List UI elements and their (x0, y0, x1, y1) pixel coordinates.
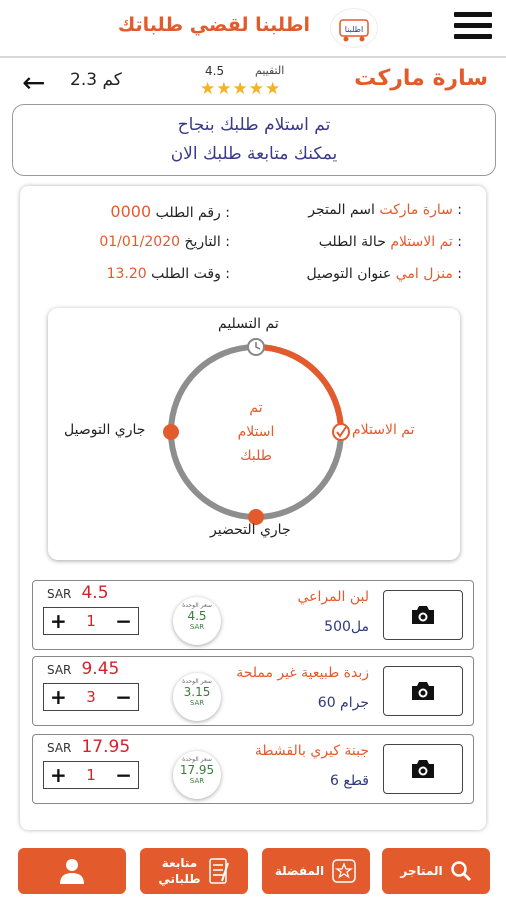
status-received-label: تم الاستلام (352, 422, 415, 438)
unit-price-badge: سعر الوحدة 4.5 SAR (173, 597, 221, 645)
unit-price-badge: سعر الوحدة 17.95 SAR (173, 751, 221, 799)
increase-button[interactable]: + (50, 763, 67, 787)
increase-button[interactable]: + (50, 685, 67, 709)
quantity-value: 1 (86, 766, 96, 784)
search-icon (450, 860, 472, 882)
store-label: اسم المتجر : (308, 202, 462, 218)
increase-button[interactable]: + (50, 609, 67, 633)
store-value: سارة ماركت (379, 202, 453, 218)
nav-favorites-label: المفضلة (274, 864, 325, 878)
decrease-button[interactable]: − (115, 763, 132, 787)
decrease-button[interactable]: − (115, 609, 132, 633)
quantity-stepper (43, 607, 139, 635)
time-label: وقت الطلب : (151, 266, 230, 282)
order-number-value: 0000 (110, 202, 152, 221)
store-header (0, 60, 506, 102)
quantity-value: 1 (86, 612, 96, 630)
item-price: SAR 9.45 (47, 659, 120, 679)
item-name: جبنة كيري بالقشطة (254, 743, 369, 759)
received-marker (333, 424, 349, 440)
star-box-icon (331, 858, 357, 884)
order-list-icon (208, 857, 230, 885)
item-name: لبن المراعي (297, 589, 369, 605)
list-item (32, 656, 474, 726)
success-notice (12, 104, 496, 176)
notice-line-1: تم استلام طلبك بنجاح (177, 115, 331, 135)
order-card (20, 186, 486, 830)
menu-icon[interactable] (454, 12, 492, 44)
nav-track-orders-label: متابعة طلباتي (158, 856, 201, 886)
rating-label: التقييم (255, 64, 285, 77)
nav-profile-button[interactable] (18, 848, 126, 894)
item-size: قطع 6 (330, 773, 369, 789)
quantity-value: 3 (86, 688, 96, 706)
rating-stars: ★★★★★ (200, 79, 282, 99)
list-item (32, 734, 474, 804)
user-icon (57, 856, 87, 886)
status-preparing-label: جاري التحضير (210, 522, 291, 538)
address-info (306, 266, 462, 282)
svg-text:اطلبنا: اطلبنا (344, 25, 364, 34)
date-value: 01/01/2020 (99, 234, 181, 250)
address-value: منزل امي (395, 266, 453, 282)
item-name: زبدة طبيعية غير مملحة (236, 665, 369, 681)
status-delivered-label: تم التسليم (218, 316, 279, 332)
address-label: عنوان التوصيل : (306, 266, 462, 282)
item-size: مل500 (324, 619, 369, 635)
item-price: SAR 4.5 (47, 583, 109, 603)
current-status: تم استلام طلبك (237, 400, 275, 464)
item-price: SAR 17.95 (47, 737, 131, 757)
time-value: 13.20 (106, 266, 147, 282)
status-value: تم الاستلام (390, 234, 453, 250)
app-title: اطلبنا لقضي طلباتك (117, 14, 310, 36)
tracking-panel (48, 308, 460, 560)
top-bar (0, 0, 506, 58)
quantity-stepper (43, 683, 139, 711)
item-size: جرام 60 (317, 695, 369, 711)
status-info (319, 234, 462, 250)
nav-stores-button[interactable] (382, 848, 490, 894)
date-label: التاريخ : (184, 234, 230, 250)
rating-value: 4.5 (205, 64, 225, 78)
camera-icon[interactable] (383, 666, 463, 716)
notice-line-2: يمكنك متابعة طلبك الان (170, 144, 338, 164)
bottom-nav (0, 846, 506, 900)
store-name: سارة ماركت (354, 66, 488, 91)
order-number-label: رقم الطلب : (155, 205, 230, 221)
status-label: حالة الطلب : (318, 234, 462, 250)
list-item (32, 580, 474, 650)
delivering-marker (163, 424, 179, 440)
quantity-stepper (43, 761, 139, 789)
distance: 2.3 كم (70, 70, 122, 90)
date-info (99, 234, 230, 250)
store-info (308, 202, 462, 218)
camera-icon[interactable] (383, 744, 463, 794)
decrease-button[interactable]: − (115, 685, 132, 709)
camera-icon[interactable] (383, 590, 463, 640)
status-delivering-label: جاري التوصيل (64, 422, 146, 438)
nav-favorites-button[interactable] (262, 848, 370, 894)
order-number-info (110, 202, 230, 221)
nav-stores-label: المتاجر (400, 864, 443, 878)
app-logo (330, 8, 378, 48)
back-arrow-icon[interactable]: ← (22, 66, 46, 99)
unit-price-badge: سعر الوحدة 3.15 SAR (173, 673, 221, 721)
nav-track-orders-button[interactable] (140, 848, 248, 894)
time-info (107, 266, 230, 282)
